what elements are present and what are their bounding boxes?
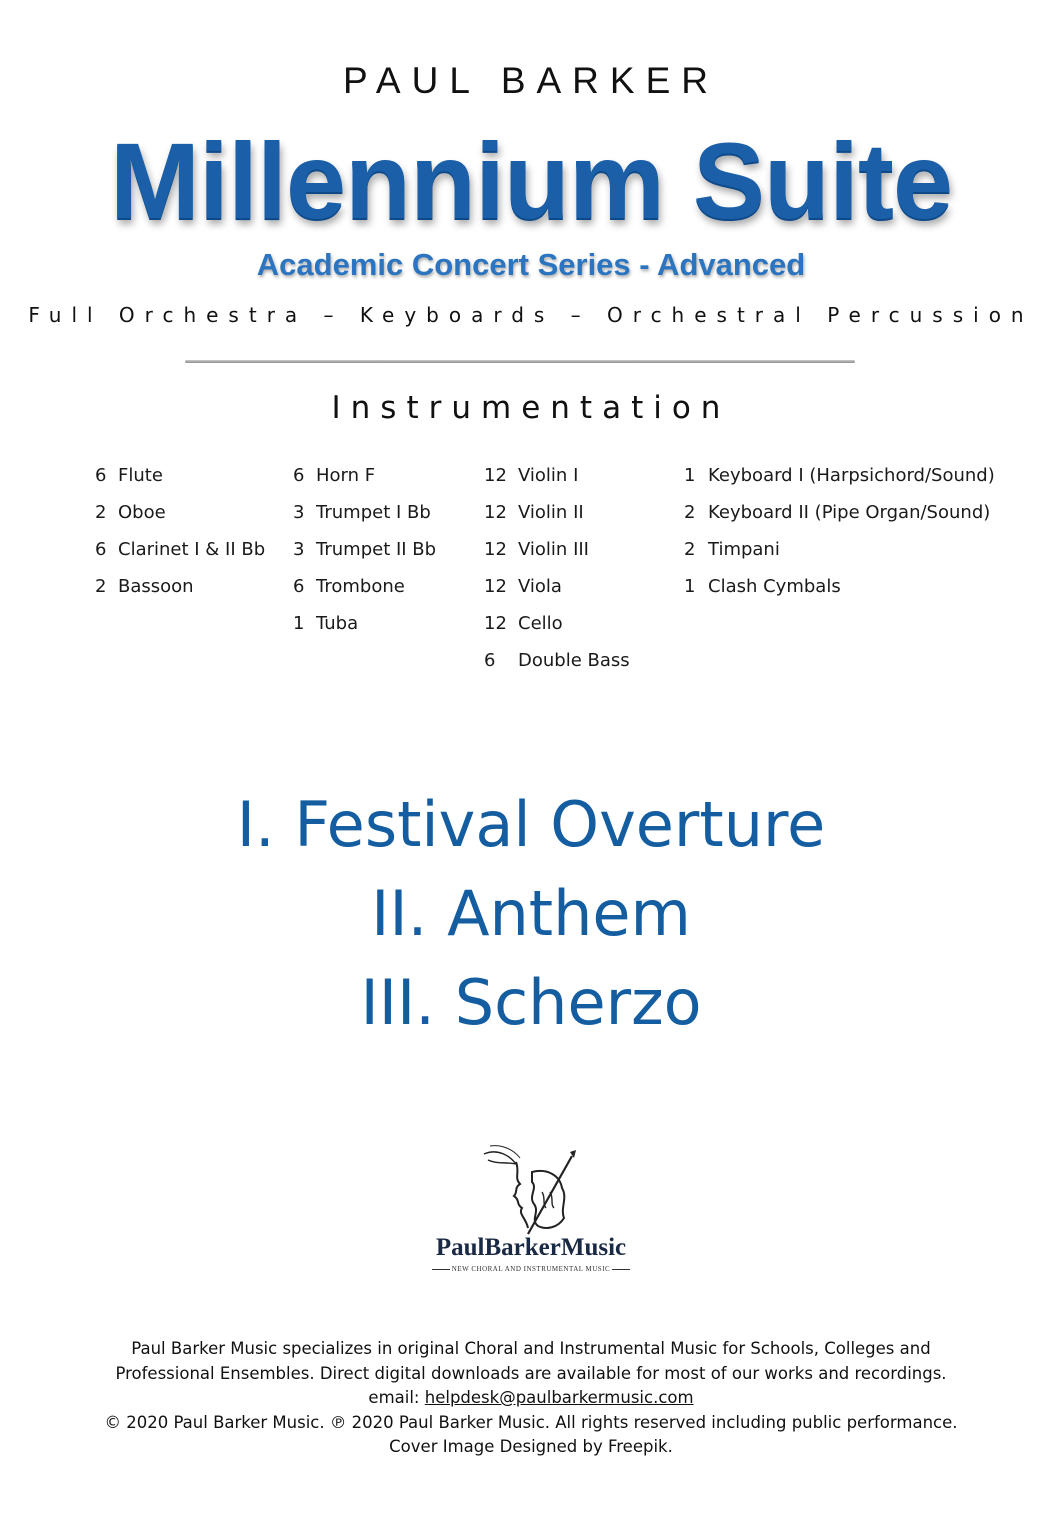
instrument-name: Cello [518, 613, 563, 634]
instrument-row [95, 462, 265, 499]
footer-copyright: © 2020 Paul Barker Music. ℗ 2020 Paul Barker Music. All rights reserved including public performance. [104, 1412, 958, 1432]
instrument-count: 1 [684, 465, 696, 486]
instrument-count: 12 [484, 539, 507, 560]
instrument-name: Violin I [518, 465, 579, 486]
instrument-name: Violin II [518, 502, 584, 523]
instrument-name: Keyboard I (Harpsichord/Sound) [708, 465, 995, 486]
instrument-name: Trumpet I Bb [316, 502, 431, 523]
instrument-row [484, 462, 630, 499]
publisher-logo-tagline: NEW CHORAL AND INSTRUMENTAL MUSIC [451, 1265, 611, 1273]
instrument-count: 12 [484, 502, 507, 523]
instrument-row [684, 499, 995, 536]
movement-title: III. Scherzo [360, 966, 702, 1039]
instrument-count: 6 [293, 576, 305, 597]
instrument-name: Keyboard II (Pipe Organ/Sound) [708, 502, 991, 523]
instrument-row [684, 536, 995, 573]
instrument-row [293, 536, 436, 573]
instrument-count: 6 [484, 650, 496, 671]
footer-line: Professional Ensembles. Direct digital downloads are available for most of our works and recordings. [115, 1363, 947, 1383]
series-name: Academic Concert Series - Advanced [256, 247, 806, 282]
instrumentation-column-brass [293, 462, 436, 647]
instrument-name: Trumpet II Bb [316, 539, 437, 560]
instrument-count: 1 [684, 576, 696, 597]
movement-list [0, 785, 1062, 1052]
instrument-row [684, 573, 995, 610]
instrument-count: 3 [293, 539, 305, 560]
instrument-row [293, 462, 436, 499]
instrument-name: Clarinet I & II Bb [118, 539, 266, 560]
instrument-name: Violin III [518, 539, 589, 560]
divider [185, 360, 855, 363]
instrument-name: Tuba [316, 613, 359, 634]
instrument-count: 2 [95, 502, 107, 523]
instrument-row [684, 462, 995, 499]
composer-name: PAUL BARKER [343, 60, 719, 101]
instrument-row [95, 573, 265, 610]
instrument-name: Viola [518, 576, 562, 597]
instrumentation-column-woodwinds [95, 462, 265, 610]
instrument-name: Timpani [708, 539, 780, 560]
instrument-row [484, 647, 630, 684]
instrument-row [293, 573, 436, 610]
scoring-line: Full Orchestra – Keyboards – Orchestral Percussion [28, 303, 1034, 327]
movement-title: I. Festival Overture [236, 788, 826, 861]
instrument-row [95, 536, 265, 573]
instrument-count: 6 [95, 539, 107, 560]
instrument-row [95, 499, 265, 536]
instrument-row [484, 536, 630, 573]
footer-line: Paul Barker Music specializes in original Choral and Instrumental Music for Schools, Colleges and [131, 1339, 931, 1358]
instrument-name: Double Bass [518, 650, 630, 671]
instrument-count: 3 [293, 502, 305, 523]
footer-credit: Cover Image Designed by Freepik. [389, 1437, 673, 1456]
publisher-logo-tagline-row [0, 1265, 1062, 1273]
publisher-logo-name: PaulBarkerMusic [435, 1234, 627, 1261]
instrument-name: Horn F [316, 465, 376, 486]
instrument-count: 6 [293, 465, 305, 486]
instrument-count: 12 [484, 576, 507, 597]
violin-face-logo-icon [476, 1142, 586, 1238]
instrument-count: 2 [684, 539, 696, 560]
instrument-count: 2 [95, 576, 107, 597]
instrument-row [484, 573, 630, 610]
instrument-name: Trombone [316, 576, 405, 597]
movement-title: II. Anthem [371, 877, 691, 950]
instrument-count: 2 [684, 502, 696, 523]
instrument-count: 1 [293, 613, 305, 634]
instrument-name: Oboe [118, 502, 166, 523]
instrument-count: 12 [484, 613, 507, 634]
work-title: Millennium Suite [109, 120, 953, 241]
footer-email-row [0, 1386, 1062, 1411]
instrument-count: 6 [95, 465, 107, 486]
instrument-count: 12 [484, 465, 507, 486]
instrument-name: Bassoon [118, 576, 194, 597]
email-link[interactable]: helpdesk@paulbarkermusic.com [424, 1388, 694, 1407]
instrumentation-column-strings [484, 462, 630, 684]
instrumentation-heading: Instrumentation [331, 390, 731, 426]
instrument-row [484, 610, 630, 647]
instrument-name: Flute [118, 465, 163, 486]
footer [0, 1337, 1062, 1460]
instrumentation-column-keyboards-percussion [684, 462, 995, 610]
instrument-row [293, 610, 436, 647]
email-label: email: [368, 1388, 420, 1407]
instrument-row [293, 499, 436, 536]
instrument-row [484, 499, 630, 536]
instrument-name: Clash Cymbals [708, 576, 841, 597]
